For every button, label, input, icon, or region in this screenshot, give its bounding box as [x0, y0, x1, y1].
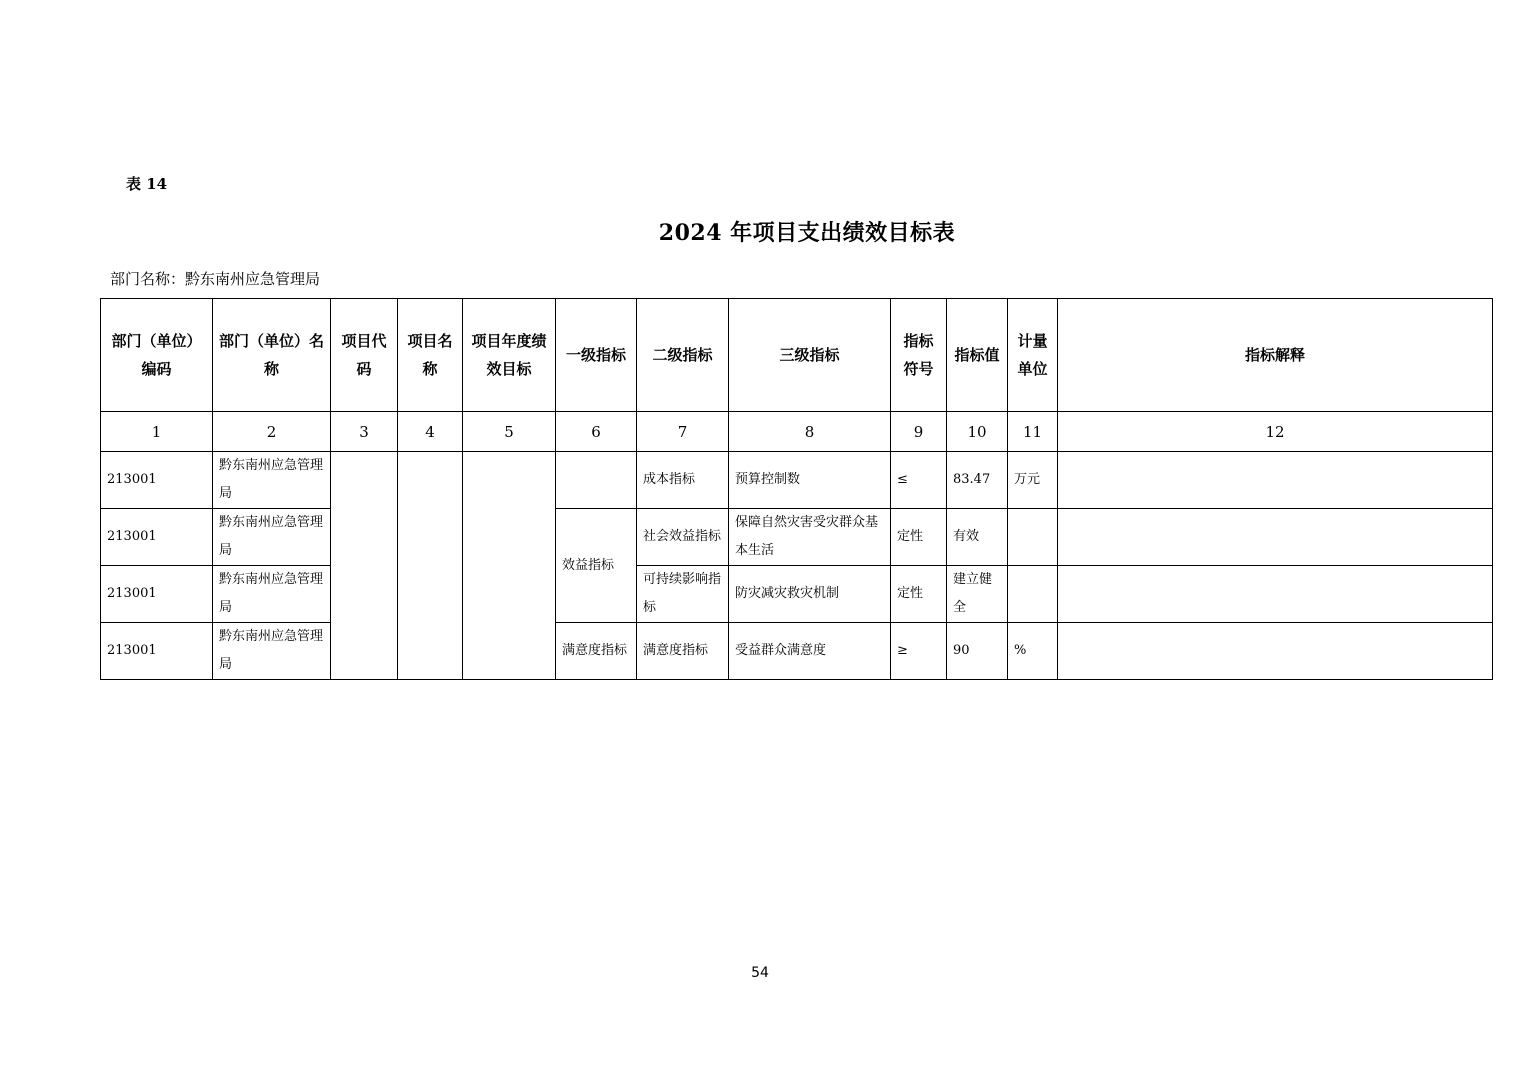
unit-cell: 万元	[1008, 452, 1058, 509]
column-number: 8	[729, 412, 891, 452]
level1-cell	[556, 452, 637, 509]
value-cell: 90	[947, 623, 1008, 680]
symbol-cell: ≥	[891, 623, 947, 680]
column-number: 1	[101, 412, 213, 452]
level2-cell: 满意度指标	[637, 623, 729, 680]
dept-name-cell: 黔东南州应急管理局	[213, 509, 331, 566]
column-number: 3	[331, 412, 398, 452]
header-project-name: 项目名称	[398, 299, 463, 412]
header-unit: 计量单位	[1008, 299, 1058, 412]
header-row	[101, 299, 1493, 412]
level1-cell: 效益指标	[556, 509, 637, 623]
explain-cell	[1058, 452, 1493, 509]
header-dept-code: 部门（单位）编码	[101, 299, 213, 412]
column-number: 2	[213, 412, 331, 452]
dept-code-cell: 213001	[101, 623, 213, 680]
table-label: 表 14	[126, 175, 168, 193]
header-symbol: 指标符号	[891, 299, 947, 412]
annual-goal-cell	[463, 452, 556, 680]
table-row	[101, 566, 1493, 623]
document-title: 2024 年项目支出绩效目标表	[658, 220, 956, 246]
header-project-code: 项目代码	[331, 299, 398, 412]
explain-cell	[1058, 623, 1493, 680]
dept-name-cell: 黔东南州应急管理局	[213, 623, 331, 680]
symbol-cell: 定性	[891, 566, 947, 623]
page-number: 54	[751, 965, 769, 981]
column-number: 11	[1008, 412, 1058, 452]
level3-cell: 保障自然灾害受灾群众基本生活	[729, 509, 891, 566]
level1-cell: 满意度指标	[556, 623, 637, 680]
dept-name-cell: 黔东南州应急管理局	[213, 566, 331, 623]
header-annual-goal: 项目年度绩效目标	[463, 299, 556, 412]
header-dept-name: 部门（单位）名称	[213, 299, 331, 412]
column-number: 6	[556, 412, 637, 452]
column-number: 10	[947, 412, 1008, 452]
unit-cell	[1008, 509, 1058, 566]
project-name-cell	[398, 452, 463, 680]
value-cell: 83.47	[947, 452, 1008, 509]
column-number: 4	[398, 412, 463, 452]
column-number: 12	[1058, 412, 1493, 452]
value-cell: 建立健全	[947, 566, 1008, 623]
performance-table	[100, 298, 1493, 680]
level3-cell: 受益群众满意度	[729, 623, 891, 680]
table-row	[101, 623, 1493, 680]
project-code-cell	[331, 452, 398, 680]
level3-cell: 预算控制数	[729, 452, 891, 509]
explain-cell	[1058, 509, 1493, 566]
dept-code-cell: 213001	[101, 566, 213, 623]
symbol-cell: 定性	[891, 509, 947, 566]
dept-name-cell: 黔东南州应急管理局	[213, 452, 331, 509]
value-cell: 有效	[947, 509, 1008, 566]
explain-cell	[1058, 566, 1493, 623]
level2-cell: 成本指标	[637, 452, 729, 509]
level2-cell: 可持续影响指标	[637, 566, 729, 623]
level2-cell: 社会效益指标	[637, 509, 729, 566]
header-value: 指标值	[947, 299, 1008, 412]
table-row	[101, 509, 1493, 566]
column-number: 7	[637, 412, 729, 452]
dept-code-cell: 213001	[101, 452, 213, 509]
header-level2: 二级指标	[637, 299, 729, 412]
header-explain: 指标解释	[1058, 299, 1493, 412]
header-level3: 三级指标	[729, 299, 891, 412]
unit-cell: %	[1008, 623, 1058, 680]
symbol-cell: ≤	[891, 452, 947, 509]
header-level1: 一级指标	[556, 299, 637, 412]
dept-code-cell: 213001	[101, 509, 213, 566]
department-name: 部门名称：黔东南州应急管理局	[110, 270, 321, 288]
column-number: 5	[463, 412, 556, 452]
unit-cell	[1008, 566, 1058, 623]
table-row	[101, 452, 1493, 509]
level3-cell: 防灾减灾救灾机制	[729, 566, 891, 623]
column-number-row	[101, 412, 1493, 452]
column-number: 9	[891, 412, 947, 452]
